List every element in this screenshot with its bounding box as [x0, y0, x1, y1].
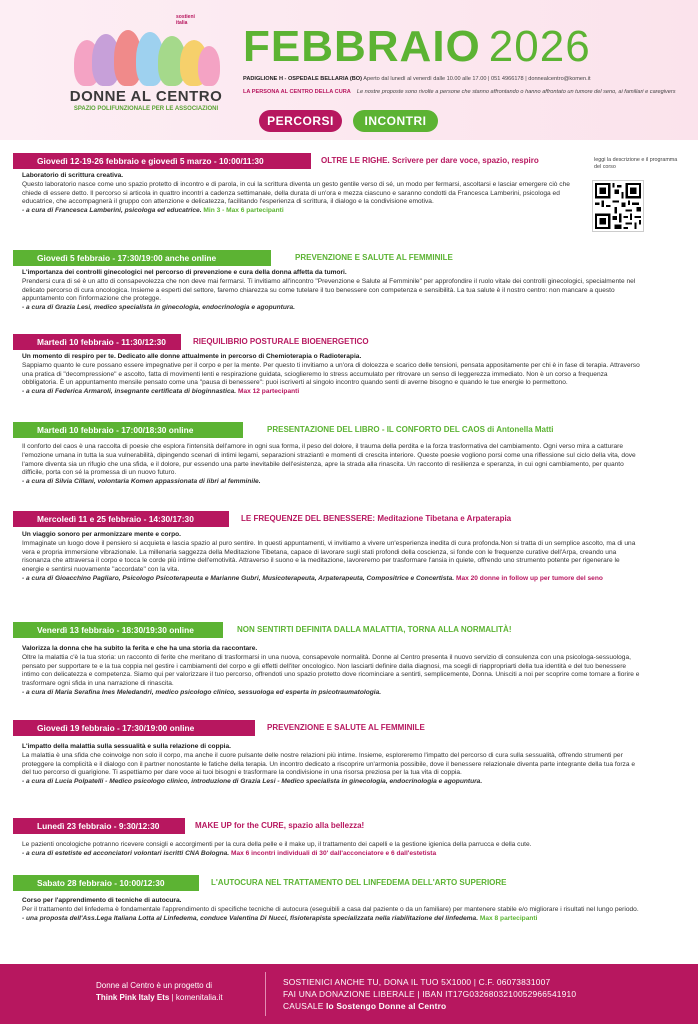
donne-al-centro-logo [62, 28, 230, 120]
event-title: PREVENZIONE E SALUTE AL FEMMINILE [295, 253, 453, 262]
event-body [22, 897, 640, 923]
event-date: Giovedì 12-19-26 febbraio e giovedì 5 marzo - 10:00/11:30 [13, 153, 311, 169]
event-text: Questo laboratorio nasce come uno spazio protetto di incontro e di parola, in cui la scrittura diventa un gesto gentile verso di sé, un modo per fermarsi, ascoltarsi e lasciar emergere ciò che chiede di essere detto. Il percorso si articola in quattro incontri a cadenza settimanale, della durata di un'ora e mezza ciascuno e saranno condotti da Francesca Lamberini, psicologa ed educatrice, che accompagnerà il gruppo con attenzione e delicatezza, facilitando l'esperienza di scrittura, il dialogo e la condivisione emotiva. [22, 180, 570, 206]
event-title: MAKE UP for the CURE, spazio alla bellezza! [195, 821, 365, 830]
event-note: Max 12 partecipanti [237, 388, 300, 396]
page-title [243, 22, 591, 72]
event-text: Oltre la malattia c'è la tua storia: un racconto di ferite che meritano di trasformarsi in una nuova, consapevole normalità. Donne al Centro presenta il nuovo servizio di consulenza con una psicologa-sessuologa, pensato per supportare te e la tua coppia nel gestire i cambiamenti del corpo e gli effetti dell'iter oncologico. Non lasciarti definire dalla diagnosi, ma scegli di riappropriarti della tua identità e del tuo benessere intimo con delicatezza e competenza. Siamo qui per valorizzare il tuo percorso, offrendoti uno spazio protetto dove ricominciare a sentirti, semplicemente, Donna. Unisciti a noi per scoprire come tornare a fiorire e trasformare ogni sfida in una narrazione di rinascita. [22, 653, 640, 688]
tagline [243, 89, 676, 95]
event-lead: L'importanza dei controlli ginecologici nel percorso di prevenzione e cura della donna affetta da tumori. [22, 269, 347, 276]
event-lead: Un viaggio sonoro per armonizzare mente e corpo. [22, 531, 182, 538]
incontri-button[interactable]: INCONTRI [353, 110, 438, 132]
event-date: Mercoledì 11 e 25 febbraio - 14:30/17:30 [13, 511, 229, 527]
event-text: Le pazienti oncologiche potranno ricevere consigli e accorgimenti per la cura della pelle e il make up, il trattamento dei capelli e la gestione igienica della parrucca e della cute. [22, 841, 532, 848]
women-silhouettes-icon [74, 28, 218, 86]
event-cura: - a cura di Federica Armaroli, insegnante certificata di bioginnastica. [22, 388, 237, 396]
event-date: Giovedì 19 febbraio - 17:30/19:00 online [13, 720, 255, 736]
event-title: RIEQUILIBRIO POSTURALE BIOENERGETICO [193, 337, 369, 346]
event-title: L'AUTOCURA NEL TRATTAMENTO DEL LINFEDEMA DELL'ARTO SUPERIORE [211, 878, 507, 887]
event-text: Il conforto del caos è una raccolta di poesie che esplora l'intensità dell'amore in ogni sua forma, il peso del dolore, il trauma della perdita e la forza trasformativa del cambiamento. Ogni verso mira a catturare l'emozione umana in tutta la sua vulnerabilità, dipingendo scenari di intimi legami, separazioni straziantì e momenti di crescita interiore. Queste poesie vogliono porsi come una riflessione sul ciclo della vita, dove l'amore diventa sia un rifugio che una sfida, e il dolore, pur essendo una parte inevitabile dell'esistenza, apre la strada alla rinascita. Un racconto di resilienza e speranza, in cui ogni cambiamento, per quanto difficile, porta con sé la promessa di un nuovo futuro. [22, 443, 636, 477]
footer-project-text: Donne al Centro è un progetto di [96, 981, 213, 990]
event-cura: - a cura di Silvia Cillani, volontaria Komen appassionata di libri al femminile. [22, 478, 261, 486]
event-text: Sappiamo quanto le cure possano essere impegnative per il corpo e per la mente. Per questo ti invitiamo a un'ora di dolcezza e scarico delle tensioni, pensata appositamente per chi è in fase di terapia. Attraverso una pratica di "decompressione" e ascolto, fatta di movimenti lenti e respirazione guidata, scioglieremo lo stress accumulato per ritrovare un senso di leggerezza immediato. Non è un corso a frequenza obbligatoria. È un appuntamento mensile pensato come una "pausa di benessere": puoi iscriverti al singolo incontro quando senti di averne bisogno e quando le tue energie lo permettono. [22, 361, 640, 387]
header [0, 0, 698, 140]
event-text: Immaginate un luogo dove il pensiero si acquieta e lascia spazio al puro sentire. In questi appuntamenti, vi invitiamo a vivere un'esperienza inedita di cura profonda.Non si tratta di un semplice ascolto, ma di una vera e propria immersione vibrazionale. La millenaria saggezza della Meditazione Tibetana, capace di lavorare sugli stati profondi della coscienza, si fonde con le frequenze curative dell'Arpa, creando una risonanza che attraversa il corpo e tocca le corde più intime dell'emotività. Attraverso il suono e la meditazione, lavoreremo per trasformare l'ansia in quiete, offrendo uno strumento potente per rigenerare le energie e sentirsi nuovamente "accordate" con la vita. [22, 539, 636, 574]
footer-org: Think Pink Italy Ets [96, 993, 170, 1002]
address-bold: PADIGLIONE H - OSPEDALE BELLARIA (BO) [243, 76, 363, 82]
event-text: La malattia è una sfida che coinvolge non solo il corpo, ma anche il cuore pulsante delle nostre relazioni più intime. Insieme, esploreremo l'impatto del percorso di cura sulla sessualità, offrendo strumenti per proteggere la complicità e il dialogo con il partner nonostante le fatiche della terapia. Un incontro dedicato a riscoprire un'armonia possibile, dove il benessere relazionale diventa parte integrante della tua forza e del tuo percorso di guarigione. Ti aspettiamo per dare voce ai tuoi bisogni e trasformare la condivisione in una risorsa preziosa per la tua vita di coppia. [22, 751, 636, 777]
event-body [22, 841, 640, 859]
event-lead: Un momento di respiro per te. Dedicato alle donne attualmente in percorso di Chemioterapia o Radioterapia. [22, 353, 362, 360]
footer [0, 964, 698, 1024]
event-title: PREVENZIONE E SALUTE AL FEMMINILE [267, 723, 425, 732]
event-date: Sabato 28 febbraio - 10:00/12:30 [13, 875, 199, 891]
event-cura: - a cura di Francesca Lamberini, psicologa ed educatrice. [22, 207, 202, 215]
event-cura: - a cura di Gioacchino Pagliaro, Psicologo Psicoterapeuta e Marianne Gubri, Musicoterapeuta, Arpaterapeuta, Compositrice e Concertista. [22, 574, 455, 582]
event-title: PRESENTAZIONE DEL LIBRO - IL CONFORTO DEL CAOS di Antonella Matti [267, 425, 554, 434]
logo-title: DONNE AL CENTRO [69, 88, 223, 105]
month: FEBBRAIO [243, 22, 481, 71]
event-title: NON SENTIRTI DEFINITA DALLA MALATTIA, TORNA ALLA NORMALITÀ! [237, 625, 512, 634]
event-date: Giovedì 5 febbraio - 17:30/19:00 anche online [13, 250, 271, 266]
event-cura: - a cura di estetiste ed acconciatori volontari iscritti CNA Bologna. [22, 849, 230, 857]
footer-iban: FAI UNA DONAZIONE LIBERALE | IBAN IT17G0326803210052966541910 [283, 989, 577, 999]
address-line [243, 76, 591, 82]
event-lead: Laboratorio di scrittura creativa. [22, 172, 124, 179]
sostieni-logo: sostieni italia [176, 14, 195, 26]
year: 2026 [488, 22, 591, 71]
event-date: Martedì 10 febbraio - 17:00/18:30 online [13, 422, 243, 438]
percorsi-button[interactable]: PERCORSI [259, 110, 342, 132]
event-text: Prendersi cura di sé è un atto di consapevolezza che non deve mai fermarsi. Ti invitiamo all'incontro "Prevenzione e Salute al Femminile" per approfondire il ruolo vitale dei controlli ginecologici, specialmente nel delicato percorso di cura oncologica. Insieme a esperti del settore, faremo chiarezza su come tutelare il tuo benessere con competenza e sensibilità. La tua salute è il nostro centro: non mancare a questo appuntamento con l'informazione che protegge. [22, 277, 636, 303]
event-cura: - a cura di Grazia Lesi, medico specialista in ginecologia, endocrinologia e agopuntura. [22, 304, 295, 312]
event-text: Per il trattamento del linfedema è fondamentale l'apprendimento di specifiche tecniche di autocura (eseguibili a casa dal paziente o da un familiare) per mantenere stabile e/o migliorare i risultati nel lungo periodo. [22, 905, 639, 913]
event-lead: Corso per l'apprendimento di tecniche di autocura. [22, 897, 182, 904]
footer-site-link[interactable]: komenitalia.it [175, 993, 223, 1002]
tagline-rest: Le nostre proposte sono rivolte a persone che stanno affrontando o hanno affrontato un tumore del seno, ai familiari e caregivers [356, 89, 676, 95]
footer-divider [265, 972, 266, 1016]
footer-causale-label: CAUSALE [283, 1001, 324, 1011]
event-note: Max 20 donne in follow up per tumore del seno [455, 574, 603, 582]
footer-5x1000: SOSTIENICI ANCHE TU, DONA IL TUO 5X1000 | C.F. 06073831007 [283, 977, 551, 987]
event-cura: - a cura di Maria Serafina Ines Meledandri, medico psicologo clinico, sessuologa ed esperta in psicotraumatologia. [22, 688, 382, 696]
event-body [22, 353, 640, 397]
event-date: Martedì 10 febbraio - 11:30/12:30 [13, 334, 181, 350]
event-note: Max 6 incontri individuali di 30' dall'acconciatore e 6 dall'estetista [230, 849, 437, 857]
event-cura: - una proposta dell'Ass.Lega Italiana Lotta al Linfedema, conduce Valentina Di Nucci, fisioterapista specializzata nella riabilitazione del linfedema. [22, 914, 479, 922]
event-body [22, 172, 590, 216]
event-cura: - a cura di Lucia Polpatelli - Medico psicologo clinico, introduzione di Grazia Lesi - Medico specialista in ginecologia, endocrinologia e agopuntura. [22, 778, 483, 786]
event-title: OLTRE LE RIGHE. Scrivere per dare voce, spazio, respiro [321, 156, 539, 165]
logo-subtitle: SPAZIO POLIFUNZIONALE PER LE ASSOCIAZIONI [73, 106, 219, 112]
qr-code-icon[interactable] [592, 180, 644, 232]
event-title: LE FREQUENZE DEL BENESSERE: Meditazione Tibetana e Arpaterapia [241, 514, 512, 523]
event-body [22, 743, 640, 787]
event-note: Min 3 - Max 6 partecipanti [203, 207, 284, 215]
qr-caption: leggi la descrizione e il programma del corso [594, 157, 678, 170]
event-body [22, 531, 640, 584]
event-body [22, 645, 640, 698]
tagline-bold: LA PERSONA AL CENTRO DELLA CURA [243, 89, 351, 95]
event-lead: L'impatto della malattia sulla sessualità e sulla relazione di coppia. [22, 743, 231, 750]
footer-causale-value: Io Sostengo Donne al Centro [326, 1001, 447, 1011]
footer-donations [283, 976, 576, 1012]
event-date: Venerdì 13 febbraio - 18:30/19:30 online [13, 622, 223, 638]
event-date: Lunedì 23 febbraio - 9:30/12:30 [13, 818, 185, 834]
address-rest: Aperto dal lunedì al venerdì dalle 10.00 alle 17.00 | 051 4966178 | donnealcentro@komen.it [363, 76, 591, 82]
event-lead: Valorizza la donna che ha subito la ferita e che ha una storia da raccontare. [22, 645, 258, 652]
event-body [22, 443, 640, 487]
event-note: Max 8 partecipanti [479, 914, 538, 922]
event-body [22, 269, 640, 313]
footer-project: Donne al Centro è un progetto di Think Pink Italy Ets | komenitalia.it [96, 981, 223, 1002]
